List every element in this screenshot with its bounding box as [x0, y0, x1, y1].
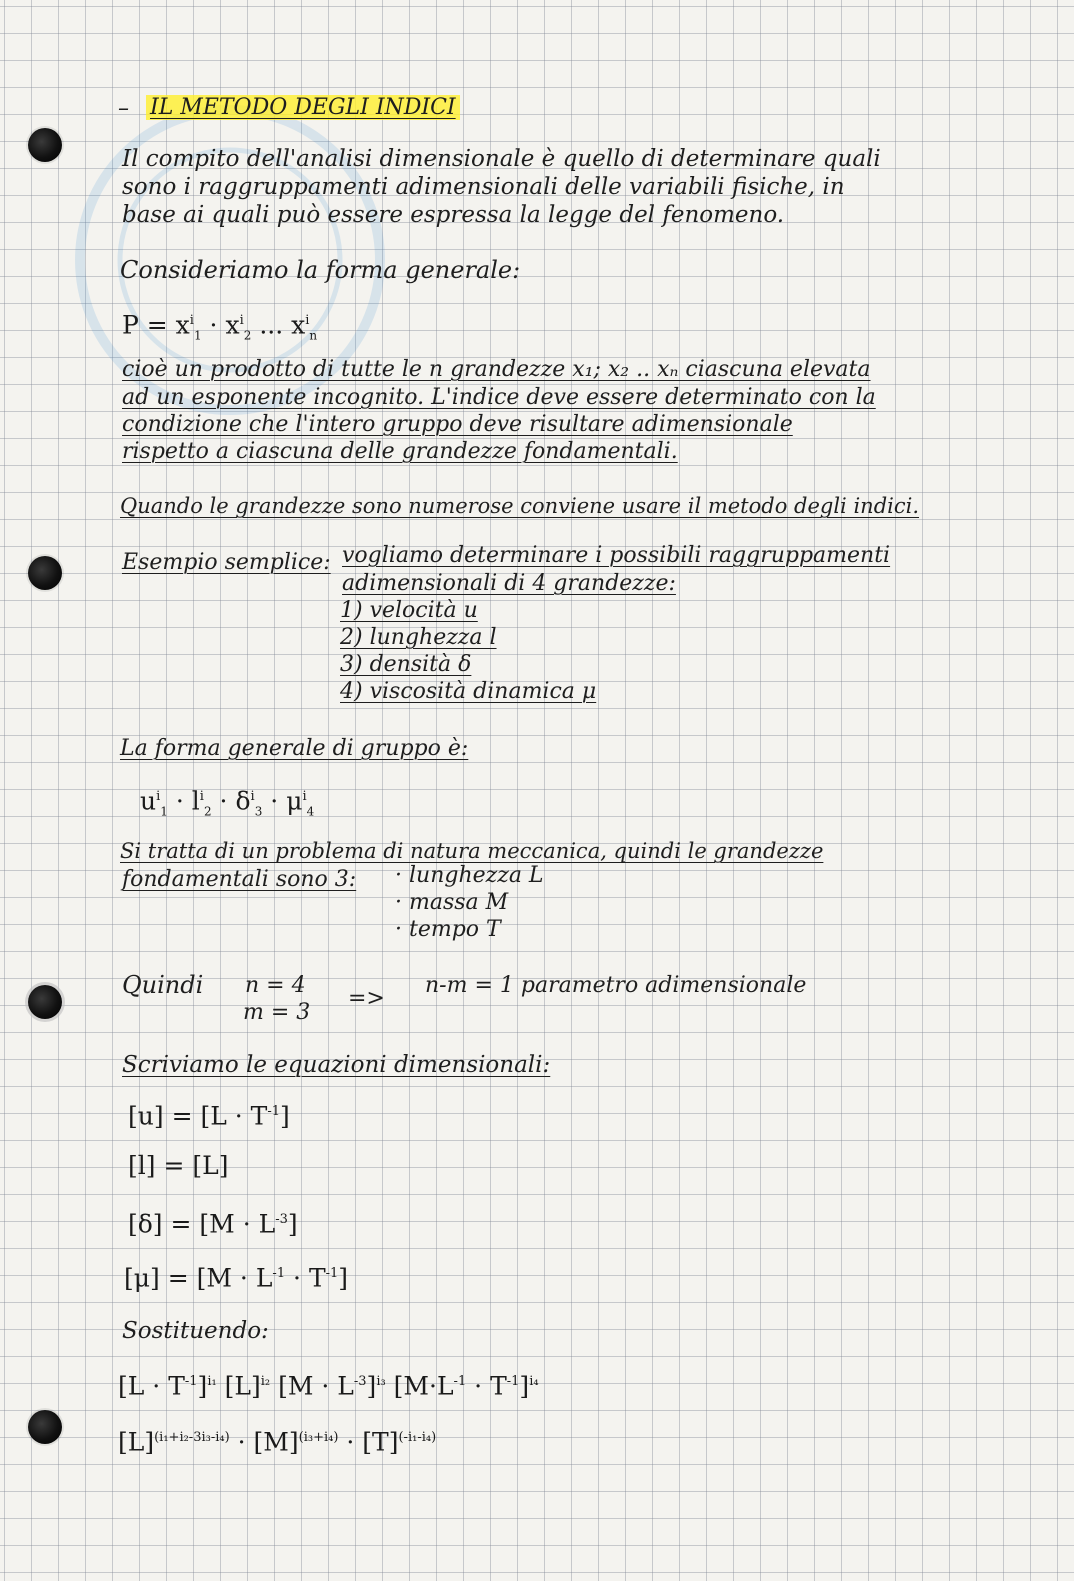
- method-sentence: Quando le grandezze sono numerose conviene usare il metodo degli indici.: [120, 494, 920, 518]
- example-text-2: adimensionali di 4 grandezze:: [342, 571, 676, 596]
- paragraph-2-line-2: ad un esponente incognito. L'indice deve essere determinato con la: [122, 385, 876, 410]
- example-item-2: 2) lunghezza l: [340, 625, 497, 650]
- example-item-3: 3) densità δ: [340, 652, 472, 677]
- fundamental-quantity-mass: · massa M: [395, 890, 509, 915]
- example-item-1: 1) velocità u: [340, 598, 478, 623]
- paragraph-1-line-1: Il compito dell'analisi dimensionale è quello di determinare quali: [122, 146, 881, 172]
- dimensional-equations-label: Scriviamo le equazioni dimensionali:: [122, 1052, 551, 1078]
- m-value: m = 3: [243, 1000, 311, 1025]
- fundamental-quantity-length: · lunghezza L: [395, 863, 544, 888]
- fundamental-quantity-time: · tempo T: [395, 917, 501, 942]
- quindi-label: Quindi: [122, 971, 204, 999]
- implies-arrow-icon: =>: [348, 986, 385, 1011]
- equation-velocity: $[u] = [L \cdot T^{-1}]$: [128, 1101, 290, 1131]
- final-dimension-formula: $[L]^{(i_1+i_2-3i_3-i_4)} \cdot [M]^{(i_3+i_4)} \cdot [T]^{(-i_1-i_4)}$: [118, 1427, 437, 1457]
- title-bullet: –: [118, 96, 129, 121]
- substitution-label: Sostituendo:: [122, 1318, 269, 1344]
- example-item-4: 4) viscosità dinamica μ: [340, 679, 597, 704]
- paragraph-2-line-4: rispetto a ciascuna delle grandezze fondamentali.: [122, 439, 678, 464]
- binder-hole-icon: [28, 985, 62, 1019]
- paragraph-2-line-3: condizione che l'intero gruppo deve risultare adimensionale: [122, 412, 793, 437]
- general-form-formula: $P = x^i_1 \cdot x^i_2$ ... $x^i_n$: [122, 310, 318, 343]
- consider-heading: Consideriamo la forma generale:: [120, 256, 521, 284]
- paragraph-2-line-1: cioè un prodotto di tutte le n grandezze x₁; x₂ .. xₙ ciascuna elevata: [122, 357, 871, 382]
- example-label: Esempio semplice:: [122, 550, 331, 575]
- group-form-label: La forma generale di gruppo è:: [120, 736, 469, 761]
- mechanics-line-1: Si tratta di un problema di natura meccanica, quindi le grandezze: [120, 839, 824, 863]
- page-title: IL METODO DEGLI INDICI: [146, 94, 460, 121]
- adimensional-parameters-result: n-m = 1 parametro adimensionale: [425, 973, 807, 998]
- mechanics-line-2: fondamentali sono 3:: [122, 867, 357, 892]
- paragraph-1-line-2: sono i raggruppamenti adimensionali delle variabili fisiche, in: [122, 174, 845, 200]
- equation-length: [l] = [L]: [128, 1151, 229, 1180]
- example-text-1: vogliamo determinare i possibili raggruppamenti: [342, 543, 891, 568]
- equation-viscosity: $[\mu] = [M \cdot L^{-1} \cdot T^{-1}]$: [124, 1263, 349, 1293]
- equation-density: $[\delta] = [M \cdot L^{-3}]$: [128, 1209, 298, 1239]
- formula-p: P =: [122, 310, 168, 340]
- binder-hole-icon: [28, 556, 62, 590]
- n-value: n = 4: [245, 973, 306, 998]
- group-form-formula: $u^i_1 \cdot l^i_2 \cdot \delta^i_3 \cdot \mu^i_4$: [140, 786, 315, 819]
- binder-hole-icon: [28, 1410, 62, 1444]
- substitution-formula: $[L \cdot T^{-1}]^{i_1}$ $[L]^{i_2}$ $[M \cdot L^{-3}]^{i_3}$ $[M\cdot L^{-1} \cdot T^{-1}]^{i_4}$: [118, 1371, 539, 1401]
- paragraph-1-line-3: base ai quali può essere espressa la legge del fenomeno.: [122, 202, 785, 228]
- binder-hole-icon: [28, 128, 62, 162]
